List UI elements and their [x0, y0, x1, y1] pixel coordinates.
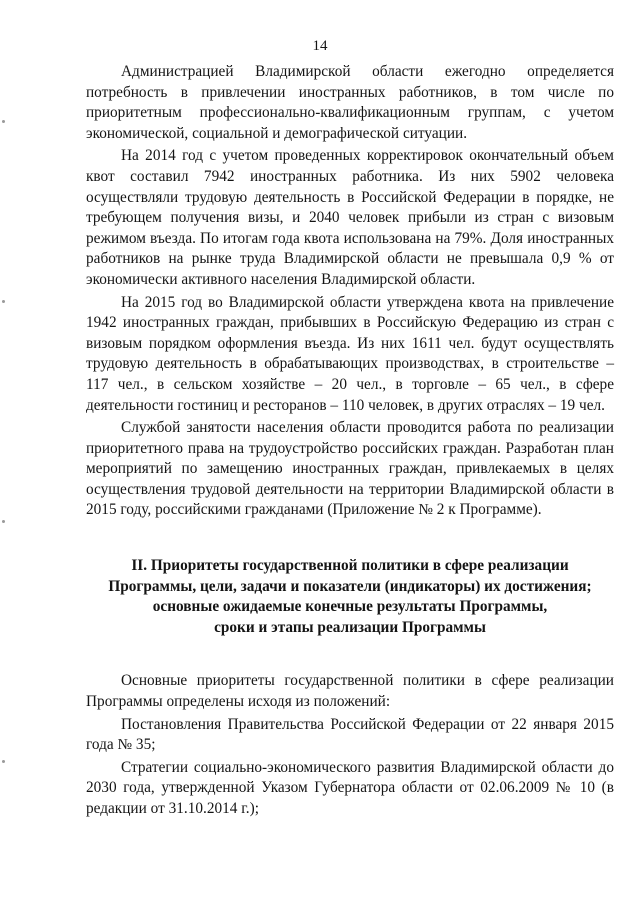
paragraph-quota-2014: На 2014 год с учетом проведенных корректировок окончательный объем квот составил 7942 иностранных работника. Из них 5902 человека осуществляли трудовую деятельность в Российской Федерации в порядке, не требующем получения визы, и 2040 человек прибыли из стран с визовым режимом въезда. По итогам года квота использована на 79%. Доля иностранных работников на рынке труда Владимирской области не превышала 0,9 % от экономически активного населения Владимирской области.: [86, 147, 614, 288]
paragraph-government-decree: Постановления Правительства Российской Федерации от 22 января 2015 года № 35;: [86, 715, 614, 754]
page-number: 14: [312, 38, 328, 54]
section-heading: [86, 556, 614, 638]
section-heading-line: основные ожидаемые конечные результаты Программы,: [152, 598, 548, 616]
section-heading-line: сроки и этапы реализации Программы: [214, 618, 486, 636]
paragraph-quota-2015: На 2015 год во Владимирской области утверждена квота на привлечение 1942 иностранных граждан, прибывших в Российскую Федерацию из стран с визовым порядком оформления въезда. Из них 1611 чел. будут осуществлять трудовую деятельность в обрабатывающих производствах, в строительстве – 117 чел., в сельском хозяйстве – 20 чел., в торговле – 65 чел., в сфере деятельности гостиниц и ресторанов – 110 человек, в других отраслях – 19 чел.: [86, 293, 614, 414]
document-body: [86, 62, 614, 820]
section-heading-line: II. Приоритеты государственной политики в сфере реализации: [131, 557, 569, 575]
paragraph-employment-service: Службой занятости населения области проводится работа по реализации приоритетного права на трудоустройство российских граждан. Разработан план мероприятий по замещению иностранных граждан, привлекаемых в целях осуществления трудовой деятельности на территории Владимирской области в 2015 году, российскими гражданами (Приложение № 2 к Программе).: [86, 419, 614, 519]
scan-speck: [2, 300, 5, 303]
scan-speck: [2, 520, 5, 523]
scan-speck: [2, 760, 5, 763]
paragraph-priorities-intro: Основные приоритеты государственной политики в сфере реализации Программы определены исходя из положений:: [86, 672, 614, 711]
paragraph-development-strategy: Стратегии социально-экономического развития Владимирской области до 2030 года, утвержденной Указом Губернатора области от 02.06.2009 № 10 (в редакции от 31.10.2014 г.);: [86, 758, 614, 817]
scan-speck: [2, 120, 5, 123]
section-heading-line: Программы, цели, задачи и показатели (индикаторы) их достижения;: [108, 577, 592, 595]
paragraph-foreign-workers-demand: Администрацией Владимирской области ежегодно определяется потребность в привлечении иностранных работников, в том числе по приоритетным профессионально-квалификационным группам, с учетом экономической, социальной и демографической ситуации.: [86, 63, 614, 142]
